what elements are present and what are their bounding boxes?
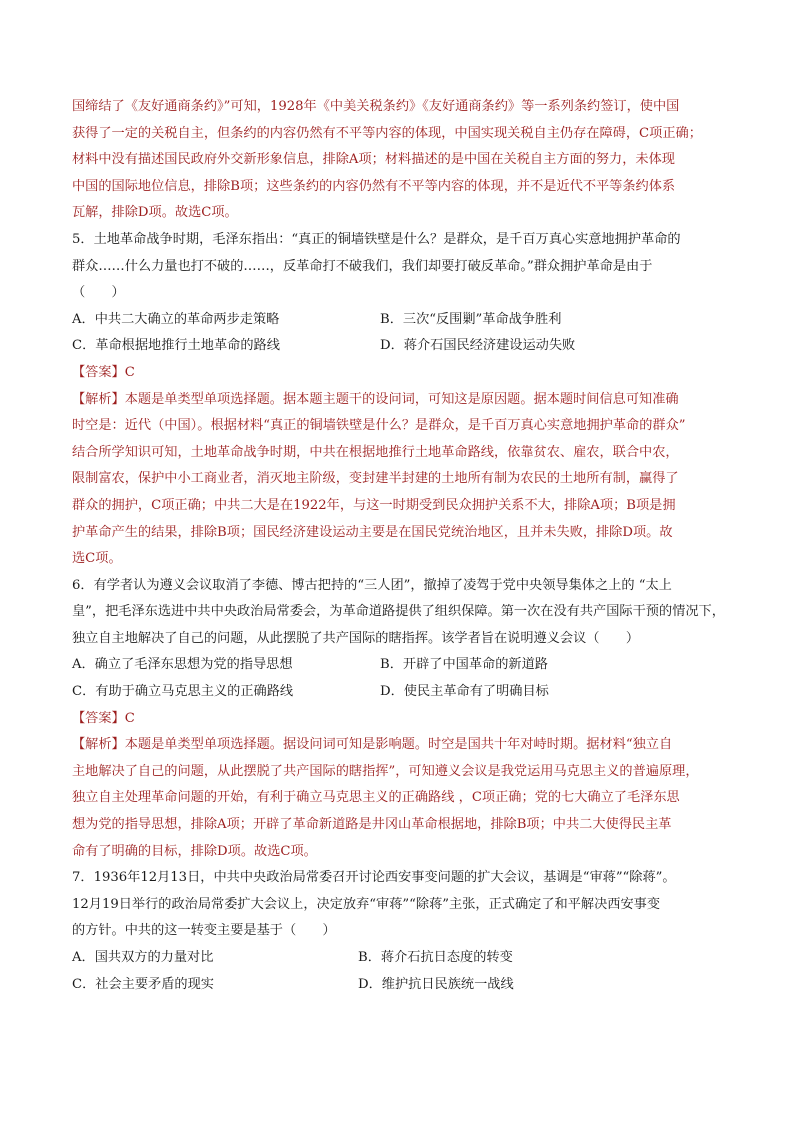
analysis-tag: 【解析】 — [72, 737, 125, 753]
analysis-text: ，可知遵义会议是我党运用马克思主义的普遍原理， — [395, 763, 699, 779]
analysis-line: 获得了一定的关税自主，但条约的内容仍然有不平等内容的体现，中国实现关税自主仍存在障碍，C项正确； — [72, 125, 702, 141]
question-stem-line: 独立自主地解决了自己的问题，从此摆脱了共产国际的瞎指挥。该学者旨在说明遵义会议（ ） — [72, 630, 640, 646]
question-stem-line: 的方针。中共的这一转变主要是基于（ ） — [72, 923, 336, 939]
analysis-line: 中国的国际地位信息，排除B项；这些条约的内容仍然有不平等内容的体现，并不是近代不平等条约体系 — [72, 178, 676, 194]
question-stem-line: 皇”，把毛泽东选进中共中央政治局常委会，为革命道路提供了组织保障。第一次在没有共产国际干预的情况下， — [72, 604, 725, 620]
option-a: A．国共双方的力量对比 — [72, 950, 214, 965]
analysis-quote: 主地解决了自己的问题，从此摆脱了共产国际的瞎指挥” — [72, 763, 396, 779]
option-d: D．使民主革命有了明确目标 — [380, 684, 549, 700]
option-b: B．蒋介石抗日态度的转变 — [358, 950, 513, 965]
question-stem-line: 12月19日举行的政治局常委扩大会议上，决定放弃“审蒋”“除蒋”主张，正式确定了和平解决西安事变 — [72, 896, 661, 912]
analysis-line: 命有了明确的目标，排除D项。故选C项。 — [72, 843, 317, 859]
analysis-quote: “独立自 — [625, 737, 673, 753]
question-stem-line: （ ） — [72, 285, 125, 301]
analysis-line: 结合所学知识可知，土地革命战争时期，中共在根据地推行土地革命路线，依靠贫农、雇农，联合中农， — [72, 444, 679, 460]
question-7 — [72, 865, 732, 998]
analysis-line — [72, 759, 732, 786]
analysis-line: 限制富农，保护中小工商业者，消灭地主阶级，变封建半封建的土地所有制为农民的土地所有制，赢得了 — [72, 471, 679, 487]
analysis-line: 想为党的指导思想，排除A项；开辟了革命新道路是井冈山革命根据地，排除B项；中共二大使得民主革 — [72, 817, 672, 833]
analysis-line: 独立自主处理革命问题的开始，有利于确立马克思主义的正确路线 ，C项正确；党的七大确立了毛泽东思 — [72, 790, 680, 806]
question-stem-line: 群众……什么力量也打不破的……，反革命打不破我们，我们却要打破反革命。”群众拥护革命是由于 — [72, 258, 653, 274]
exam-page — [72, 94, 732, 998]
analysis-line — [72, 413, 732, 440]
question-stem-line: 7．1936年12月13日，中共中央政治局常委召开讨论西安事变问题的扩大会议，基调是“审蒋”“除蒋”。 — [72, 870, 676, 886]
analysis-text: 本题是单类型单项选择题。据设问词可知是影响题。时空是国共十年对峙时期。据材料 — [124, 737, 626, 753]
option-row — [72, 307, 732, 334]
option-row — [72, 945, 732, 972]
option-row — [72, 972, 732, 999]
option-b: B．开辟了中国革命的新道路 — [380, 657, 548, 673]
prev-analysis — [72, 94, 732, 227]
option-d: D．蒋介石国民经济建设运动失败 — [380, 338, 576, 354]
option-c: C．革命根据地推行土地革命的路线 — [72, 338, 280, 354]
answer-value: C — [124, 710, 135, 726]
analysis-line: 国缔结了《友好通商条约》”可知，1928年《中美关税条约》《友好通商条约》等一系列条约签订，使中国 — [72, 99, 680, 114]
analysis-text: 本题是单类型单项选择题。据本题主题干的设问词，可知这是原因题。据本题时间信息可知准确 — [124, 391, 679, 407]
analysis-line: 材料中没有描述国民政府外交新形象信息，排除A项；材料描述的是中国在关税自主方面的努力，未体现 — [72, 152, 675, 168]
analysis-line: 群众的拥护，C项正确；中共二大是在1922年，与这一时期受到民众拥护关系不大，排除A项；B项是拥 — [72, 497, 676, 513]
question-stem-line: 5．土地革命战争时期，毛泽东指出：“真正的铜墙铁壁是什么？是群众，是千百万真心实意地拥护革命的 — [72, 231, 681, 247]
analysis-text: 时空是：近代（中国）。根据材料 — [72, 418, 264, 434]
analysis-quote: “真正的铜墙铁壁是什么？是群众，是千百万真心实意地拥护革命的群众” — [263, 418, 686, 434]
analysis-line: 护革命产生的结果，排除B项；国民经济建设运动主要是在国民党统治地区，且并未失败，排除D项。故 — [72, 524, 673, 540]
option-c: C．有助于确立马克思主义的正确路线 — [72, 684, 294, 700]
analysis-line — [72, 732, 732, 759]
analysis-tag: 【解析】 — [72, 391, 125, 407]
answer-tag: 【答案】 — [72, 364, 125, 380]
answer-tag: 【答案】 — [72, 710, 125, 726]
option-b: B．三次“反围剿”革命战争胜利 — [380, 311, 562, 327]
analysis-line: 瓦解，排除D项。故选C项。 — [72, 205, 238, 221]
option-row — [72, 333, 732, 360]
option-a: A．中共二大确立的革命两步走策略 — [72, 311, 280, 327]
question-6 — [72, 573, 732, 866]
option-row — [72, 652, 732, 679]
analysis-line — [72, 387, 732, 414]
analysis-line: 选C项。 — [72, 551, 122, 567]
answer-line — [72, 706, 732, 733]
option-d: D．维护抗日民族统一战线 — [358, 976, 514, 992]
option-a: A．确立了毛泽东思想为党的指导思想 — [72, 657, 293, 673]
option-c: C．社会主要矛盾的现实 — [72, 976, 214, 992]
question-stem-line: 6．有学者认为遵义会议取消了李德、博古把持的“三人团”，撤掉了凌驾于党中央领导集体之上的 “太上 — [72, 577, 672, 593]
answer-line — [72, 360, 732, 387]
answer-value: C — [124, 364, 135, 380]
option-row — [72, 679, 732, 706]
question-5 — [72, 227, 732, 573]
